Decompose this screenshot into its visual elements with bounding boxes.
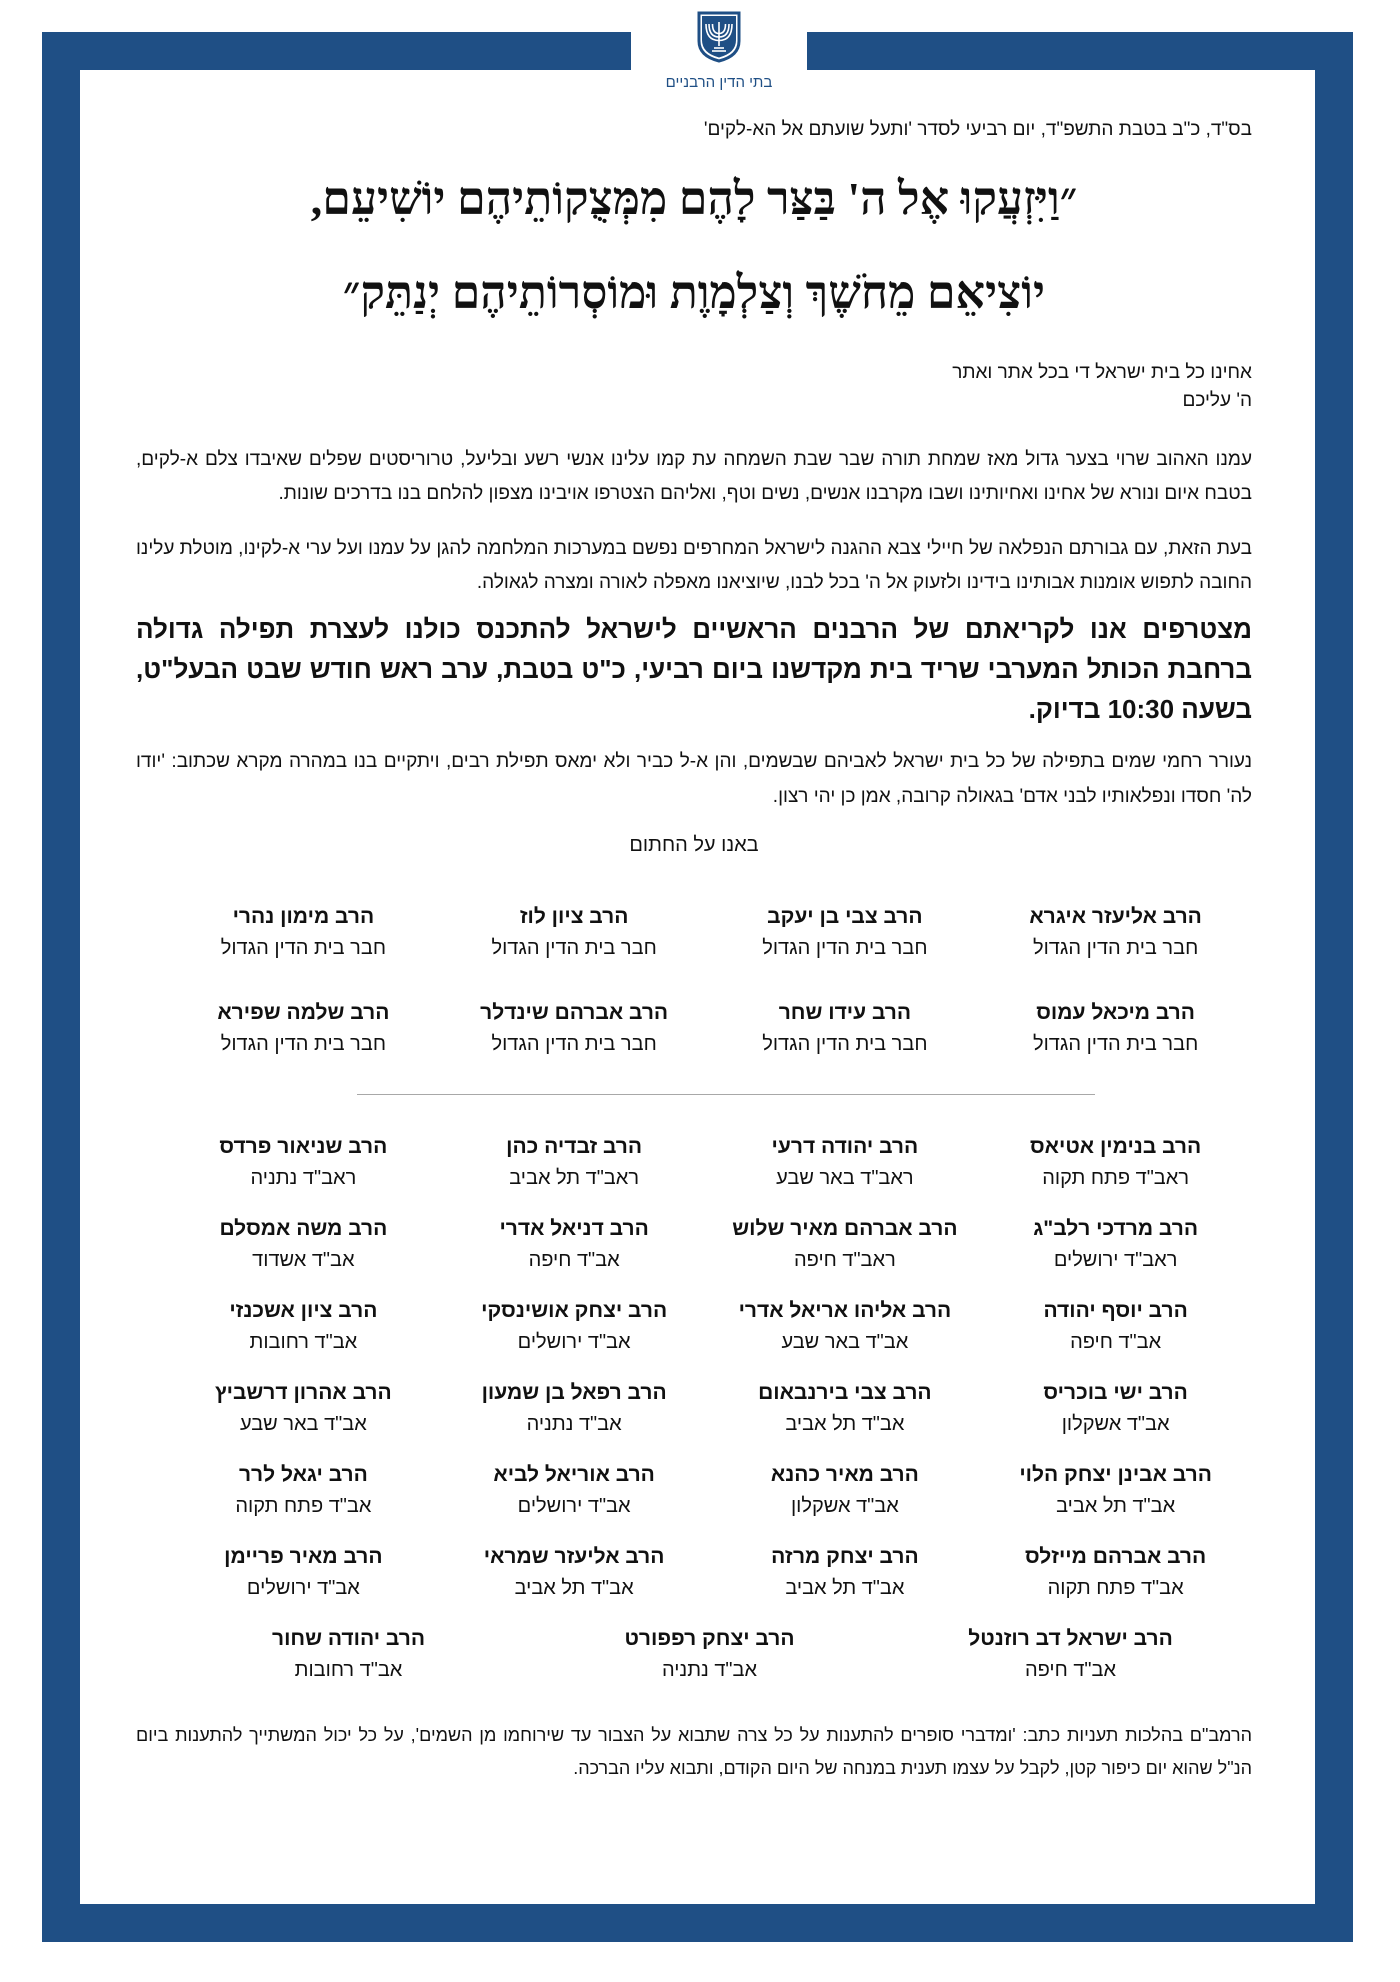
signatory-name: הרב זבדיה כהן	[506, 1135, 643, 1158]
signatory-name: הרב מימון נהרי	[232, 905, 375, 928]
signatory-title: אב"ד פתח תקוה	[1047, 1577, 1184, 1599]
signature	[168, 1214, 439, 1276]
signatory-name: הרב מאיר כהנא	[770, 1463, 919, 1486]
signatory-title: חבר בית הדין הגדול	[491, 937, 657, 959]
signatory-title: אב"ד תל אביב	[1056, 1495, 1176, 1517]
proclamation-content	[136, 117, 1252, 1785]
signature	[710, 1296, 981, 1358]
signatory-title: אב"ד נתניה	[526, 1413, 622, 1435]
signatory-title: ראב"ד פתח תקוה	[1042, 1167, 1190, 1189]
signature	[439, 1378, 710, 1440]
signatory-name: הרב יוסף יהודה	[1043, 1299, 1188, 1322]
signature	[980, 902, 1251, 964]
signatory-title: ראב"ד נתניה	[250, 1167, 357, 1189]
signatory-title: אב"ד פתח תקוה	[235, 1495, 372, 1517]
signature	[710, 1214, 981, 1276]
signature	[168, 1378, 439, 1440]
signature	[168, 1542, 439, 1604]
signatory-title: אב"ד ירושלים	[517, 1495, 631, 1517]
signatory-title: אב"ד נתניה	[661, 1659, 758, 1681]
signatory-name: הרב אליעזר שמראי	[483, 1545, 665, 1568]
prayer-rally-announcement: מצטרפים אנו לקריאתם של הרבנים הראשיים לישראל להתכנס כולנו לעצרת תפילה גדולה ברחבת הכותל המערבי שריד בית מקדשנו ביום רביעי, כ"ט בטבת, ערב ראש חודש שבט הבעל"ט, בשעה 10:30 בדיוק.	[136, 614, 1252, 724]
signatory-name: הרב ציון לוז	[519, 905, 629, 928]
signature	[439, 1214, 710, 1276]
signature-row	[168, 1132, 1251, 1194]
body-paragraph-1: עמנו האהוב שרוי בצער גדול מאז שמחת תורה שבר שבת השמחה עת קמו עלינו אנשי רשע ובליעל, טרוריסטים שפלים שאיבדו צלם א-לקים, בטבח איום ונורא של אחינו ואחיותינו ושבו מקרבנו אנשים, נשים וטף, ואליהם הצטרפו אויבינו מצפון להלחם בנו בדרכים שונות.	[136, 449, 1252, 504]
signatory-name: הרב יצחק מרזה	[771, 1545, 919, 1568]
signature	[980, 998, 1251, 1060]
signatory-name: הרב יהודה שחור	[271, 1627, 426, 1650]
body-paragraph-2: בעת הזאת, עם גבורתם הנפלאה של חיילי צבא ההגנה לישראל המחרפים נפשם במערכות המלחמה להגן על עמנו ועל ערי א-לקינו, מוטלת עלינו החובה לתפוש אומנות אבותינו בידינו ולזעוק אל ה' בכל לבנו, שיוציאנו מאפלה לאורה ומצרה לגאולה.	[136, 538, 1252, 593]
rambam-fast-note: הרמב"ם בהלכות תעניות כתב: 'ומדברי סופרים להתענות על כל צרה שתבוא על הצבור עד שירוחמו מן השמים', על כל יכול המשתייך להתענות ביום הנ"ל שהוא יום כיפור קטן, לקבל על עצמו תענית במנחה של היום הקודם, ותבוא עליו הברכה.	[136, 1725, 1252, 1778]
signatory-title: חבר בית הדין הגדול	[220, 937, 386, 959]
regional-court-signatures	[136, 1132, 1252, 1686]
signatory-title: אב"ד רחובות	[249, 1331, 358, 1353]
signature	[710, 1542, 981, 1604]
signatory-title: אב"ד תל אביב	[785, 1577, 905, 1599]
signature	[980, 1378, 1251, 1440]
signatory-name: הרב יצחק רפפורט	[624, 1627, 795, 1650]
greeting	[136, 359, 1252, 415]
signature	[439, 998, 710, 1060]
signature	[168, 902, 439, 964]
body-paragraph-4: נעורר רחמי שמים בתפילה של כל בית ישראל לאביהם שבשמים, והן א-ל כביר ולא ימאס תפילת רבים, ויתקיים בנו במהרה מקרא שכתוב: 'יודו לה' חסדו ונפלאותיו לבני אדם' בגאולה קרובה, אמן כן יהי רצון.	[136, 751, 1252, 807]
signatory-name: הרב אליעזר איגרא	[1029, 905, 1202, 928]
signature	[980, 1132, 1251, 1194]
signatory-name: הרב מרדכי רלב"ג	[1033, 1217, 1199, 1240]
signatory-title: אב"ד חיפה	[1070, 1331, 1162, 1353]
signatory-name: הרב דניאל אדרי	[499, 1217, 649, 1240]
date-line: בס"ד, כ"ב בטבת התשפ"ד, יום רביעי לסדר 'ותעל שועתם אל הא-לקים'	[703, 119, 1252, 140]
signatory-title: חבר בית הדין הגדול	[762, 937, 928, 959]
signature	[168, 1460, 439, 1522]
signatory-name: הרב אליהו אריאל אדרי	[738, 1299, 952, 1322]
signature	[710, 998, 981, 1060]
proclamation-title	[136, 152, 1252, 340]
signatory-name: הרב אברהם שינדלר	[480, 1001, 669, 1024]
signature	[439, 1132, 710, 1194]
signature	[710, 902, 981, 964]
greeting-line-2: ה' עליכם	[1182, 390, 1252, 411]
signatory-title: אב"ד רחובות	[294, 1659, 403, 1681]
signature	[980, 1460, 1251, 1522]
signatory-name: הרב שלמה שפירא	[217, 1001, 390, 1024]
greeting-line-1: אחינו כל בית ישראל די בכל אתר ואתר	[952, 362, 1252, 383]
signatory-name: הרב יצחק אושינסקי	[481, 1299, 668, 1322]
signatory-title: חבר בית הדין הגדול	[1033, 937, 1199, 959]
signature	[710, 1132, 981, 1194]
signatory-name: הרב ציון אשכנזי	[229, 1299, 378, 1322]
signatory-name: הרב אברהם מאיר שלוש	[732, 1217, 958, 1240]
signatory-name: הרב מאיר פריימן	[224, 1545, 383, 1568]
signature-row	[168, 998, 1251, 1060]
signatory-title: חבר בית הדין הגדול	[762, 1033, 928, 1055]
signatory-name: הרב בנימין אטיאס	[1030, 1135, 1202, 1158]
signature	[980, 1214, 1251, 1276]
signature	[710, 1378, 981, 1440]
signatory-title: ראב"ד באר שבע	[776, 1167, 914, 1189]
great-court-signatures	[136, 902, 1252, 1060]
signature	[980, 1542, 1251, 1604]
menorah-emblem-icon	[696, 10, 742, 64]
signature-row	[168, 1460, 1251, 1522]
signatory-name: הרב עידו שחר	[778, 1001, 912, 1024]
signatures-divider	[357, 1094, 1095, 1095]
title-line-2: יוֹצִיאֵם מֵחֹשֶׁךְ וְצַלְמָוֶת וּמוֹסְרוֹתֵיהֶם יְנַתֵּק״	[342, 267, 1046, 318]
signatory-name: הרב אוריאל לביא	[493, 1463, 655, 1486]
signatory-title: אב"ד באר שבע	[781, 1331, 909, 1353]
signature-row	[168, 1214, 1251, 1276]
signatory-name: הרב שניאור פרדס	[219, 1135, 388, 1158]
signature	[980, 1296, 1251, 1358]
signatory-name: הרב צבי בירנבאום	[758, 1381, 932, 1404]
signatory-title: חבר בית הדין הגדול	[1033, 1033, 1199, 1055]
signatory-title: אב"ד ירושלים	[246, 1577, 360, 1599]
signatory-name: הרב אבינן יצחק הלוי	[1019, 1463, 1212, 1486]
signatory-name: הרב מיכאל עמוס	[1036, 1001, 1195, 1024]
signatory-name: הרב יגאל לרר	[238, 1463, 368, 1486]
signatory-name: הרב ישראל דב רוזנטל	[968, 1627, 1173, 1650]
signature	[168, 1624, 529, 1686]
signatory-name: הרב רפאל בן שמעון	[481, 1381, 667, 1404]
signatory-title: אב"ד אשקלון	[790, 1495, 899, 1517]
signatory-title: אב"ד חיפה	[1024, 1659, 1117, 1681]
signatory-title: חבר בית הדין הגדול	[491, 1033, 657, 1055]
logo-text: בתי הדין הרבניים	[665, 74, 773, 91]
signatory-name: הרב צבי בן יעקב	[767, 905, 923, 928]
signatory-title: אב"ד תל אביב	[785, 1413, 905, 1435]
signature-row	[168, 902, 1251, 964]
signatory-title: אב"ד אשקלון	[1061, 1413, 1170, 1435]
signatures-intro: באנו על החתום	[629, 834, 759, 856]
signatory-title: אב"ד תל אביב	[514, 1577, 634, 1599]
signature-row	[168, 1378, 1251, 1440]
signatory-title: אב"ד אשדוד	[252, 1249, 355, 1271]
signatory-name: הרב אברהם מייזלס	[1025, 1545, 1207, 1568]
title-line-1: ״וַיִּזְעֲקוּ אֶל ה' בַּצַּר לָהֶם מִמְּצֻקוֹתֵיהֶם יוֹשִׁיעֵם,	[310, 173, 1078, 224]
signature	[439, 1460, 710, 1522]
signature	[439, 1542, 710, 1604]
signatory-title: אב"ד באר שבע	[239, 1413, 367, 1435]
signature	[710, 1460, 981, 1522]
signature	[168, 998, 439, 1060]
signature-row	[168, 1624, 1251, 1686]
signature	[168, 1132, 439, 1194]
rabbinical-courts-logo	[631, 10, 807, 92]
signature	[168, 1296, 439, 1358]
signatory-name: הרב יהודה דרעי	[771, 1135, 919, 1158]
signatory-title: ראב"ד ירושלים	[1053, 1249, 1178, 1271]
signatory-title: אב"ד חיפה	[528, 1249, 620, 1271]
signature	[529, 1624, 890, 1686]
signatory-title: חבר בית הדין הגדול	[220, 1033, 386, 1055]
signature	[439, 902, 710, 964]
signatory-title: אב"ד ירושלים	[517, 1331, 631, 1353]
signatory-title: ראב"ד חיפה	[793, 1249, 896, 1271]
signatory-name: הרב אהרון דרשביץ	[215, 1381, 392, 1404]
signatory-title: ראב"ד תל אביב	[509, 1167, 640, 1189]
signatory-name: הרב משה אמסלם	[219, 1217, 388, 1240]
signature-row	[168, 1542, 1251, 1604]
signature	[439, 1296, 710, 1358]
signature	[890, 1624, 1251, 1686]
signature-row	[168, 1296, 1251, 1358]
signatory-name: הרב ישי בוכריס	[1043, 1381, 1188, 1404]
